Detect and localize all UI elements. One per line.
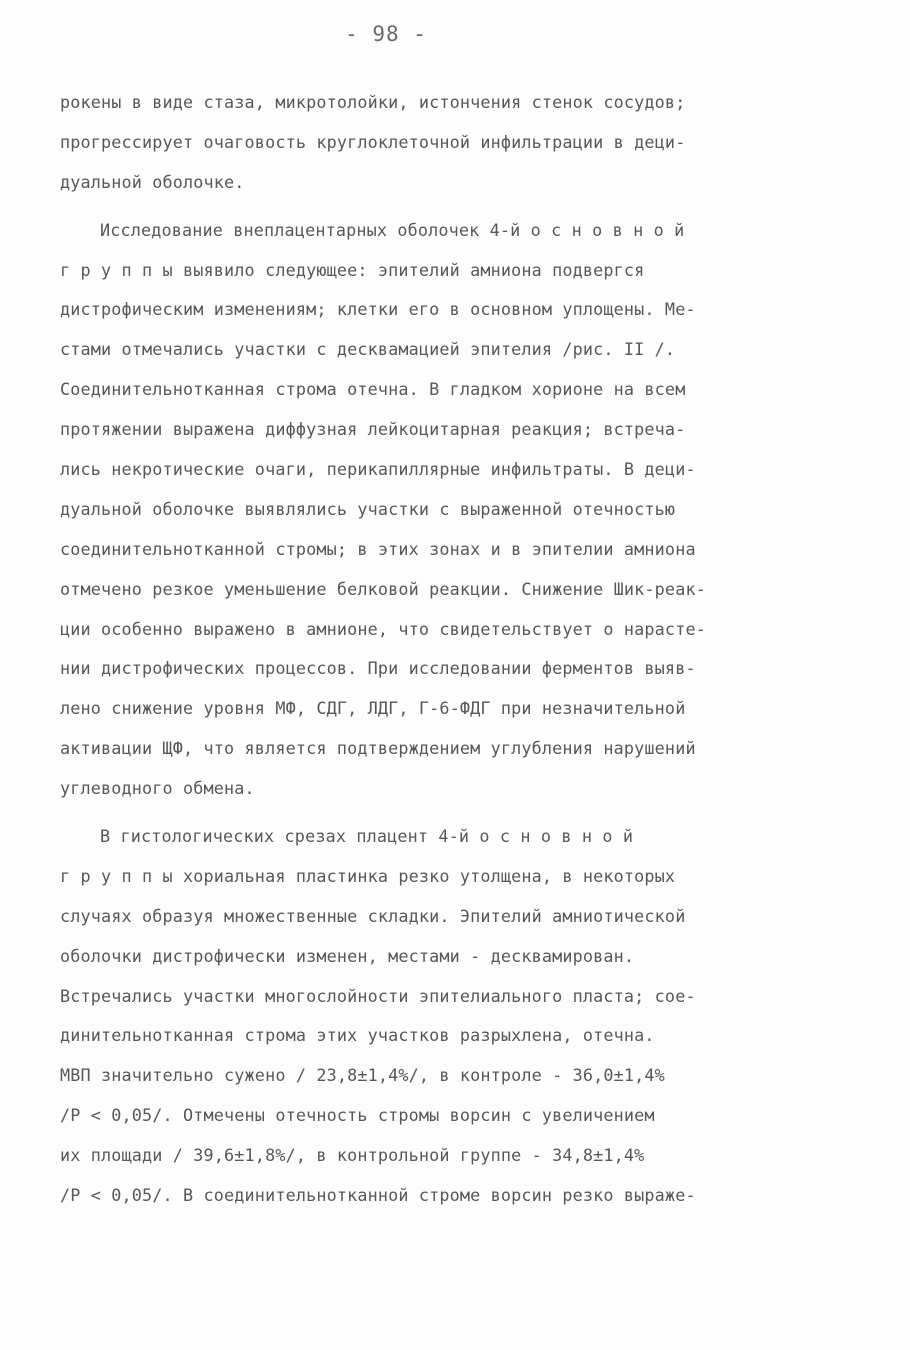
paragraph-2 [60, 211, 850, 809]
text-line: стами отмечались участки с десквамацией эпителия /рис. II /. [60, 339, 676, 360]
text-line: /Р < 0,05/. Отмечены отечность стромы ворсин с увеличением [60, 1105, 655, 1126]
text-line: г р у п п ы хориальная пластинка резко утолщена, в некоторых [60, 865, 676, 886]
text-line: Исследование внеплацентарных оболочек 4-й о с н о в н о й [100, 219, 685, 240]
text-line: Соединительнотканная строма отечна. В гладком хорионе на всем [60, 379, 686, 400]
text-line: г р у п п ы выявило следующее: эпителий амниона подвергся [60, 259, 645, 280]
text-line: /Р < 0,05/. В соединительнотканной строме ворсин резко выраже- [60, 1185, 696, 1206]
paragraph-3 [60, 817, 850, 1216]
text-line: лено снижение уровня МФ, СДГ, ЛДГ, Г-6-ФДГ при незначительной [60, 698, 686, 719]
text-line: прогрессирует очаговость круглоклеточной инфильтрации в деци- [60, 131, 686, 152]
text-line: активации ЩФ, что является подтверждением углубления нарушений [60, 738, 696, 759]
text-line: дуальной оболочке. [60, 171, 245, 192]
text-line: дистрофическим изменениям; клетки его в основном уплощены. Ме- [60, 299, 696, 320]
text-line: их площади / 39,6±1,8%/, в контрольной группе - 34,8±1,4% [60, 1145, 645, 1166]
text-line: динительнотканная строма этих участков разрыхлена, отечна. [60, 1025, 655, 1046]
body-text [60, 83, 850, 1216]
text-line: случаях образуя множественные складки. Эпителий амниотической [60, 905, 686, 926]
text-line: оболочки дистрофически изменен, местами - десквамирован. [60, 945, 635, 966]
page-number: - 98 - [345, 22, 427, 46]
text-line: ции особенно выражено в амнионе, что свидетельствует о нарасте- [60, 618, 706, 639]
text-line: протяжении выражена диффузная лейкоцитарная реакция; встреча- [60, 419, 686, 440]
text-line: отмечено резкое уменьшение белковой реакции. Снижение Шик-реак- [60, 578, 706, 599]
text-line: углеводного обмена. [60, 778, 255, 799]
text-line: лись некротические очаги, перикапиллярные инфильтраты. В деци- [60, 459, 696, 480]
text-line: Встречались участки многослойности эпителиального пласта; сое- [60, 985, 696, 1006]
text-line: рокены в виде стаза, микротолойки, истончения стенок сосудов; [60, 92, 686, 112]
text-line: нии дистрофических процессов. При исследовании ферментов выяв- [60, 658, 696, 679]
paragraph-1 [60, 83, 850, 203]
text-line: В гистологических срезах плацент 4-й о с н о в н о й [100, 826, 634, 847]
text-line: дуальной оболочке выявлялись участки с выраженной отечностью [60, 498, 676, 519]
text-line: МВП значительно сужено / 23,8±1,4%/, в контроле - 36,0±1,4% [60, 1065, 665, 1086]
text-line: соединительнотканной стромы; в этих зонах и в эпителии амниона [60, 538, 696, 559]
